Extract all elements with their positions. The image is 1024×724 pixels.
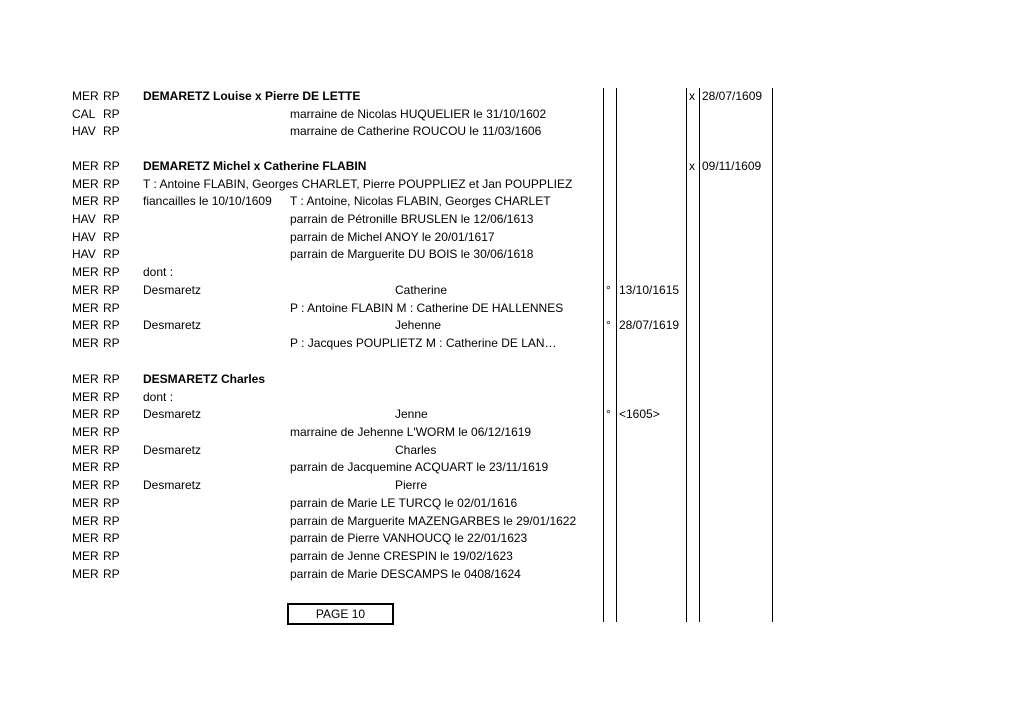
- parish-cell: MER: [72, 89, 99, 103]
- event-cell: parrain de Pierre VANHOUCQ le 22/01/1623: [290, 531, 528, 545]
- parish-cell: MER: [72, 159, 99, 173]
- parish-cell: MER: [72, 407, 99, 421]
- source-cell: RP: [103, 212, 120, 226]
- source-cell: RP: [103, 177, 120, 191]
- parish-cell: MER: [72, 372, 99, 386]
- record-row: [0, 282, 1024, 299]
- event-cell: parrain de Pétronille BRUSLEN le 12/06/1613: [290, 212, 534, 226]
- birth-mark-cell: °: [606, 318, 611, 332]
- record-row: [0, 246, 1024, 263]
- record-row: [0, 211, 1024, 228]
- parish-cell: MER: [72, 425, 99, 439]
- source-cell: RP: [103, 301, 120, 315]
- parish-cell: MER: [72, 177, 99, 191]
- record-row: [0, 513, 1024, 530]
- record-row: [0, 229, 1024, 246]
- page-number-box: [287, 603, 394, 625]
- record-row: [0, 317, 1024, 334]
- event-cell: parrain de Jenne CRESPIN le 19/02/1623: [290, 549, 513, 563]
- record-row: [0, 495, 1024, 512]
- birth-mark-cell: °: [606, 283, 611, 297]
- parish-cell: MER: [72, 496, 99, 510]
- event-cell: parrain de Michel ANOY le 20/01/1617: [290, 230, 495, 244]
- record-row: [0, 123, 1024, 140]
- source-cell: RP: [103, 425, 120, 439]
- parish-cell: MER: [72, 390, 99, 404]
- source-cell: RP: [103, 230, 120, 244]
- parish-cell: MER: [72, 265, 99, 279]
- parish-cell: MER: [72, 460, 99, 474]
- text-cell: Desmaretz: [143, 478, 202, 492]
- source-cell: RP: [103, 159, 120, 173]
- parish-cell: HAV: [72, 124, 96, 138]
- given-cell: Charles: [395, 443, 437, 457]
- source-cell: RP: [103, 460, 120, 474]
- event-cell: parrain de Marie DESCAMPS le 0408/1624: [290, 567, 521, 581]
- source-cell: RP: [103, 407, 120, 421]
- source-cell: RP: [103, 443, 120, 457]
- record-row: [0, 530, 1024, 547]
- event-cell: parrain de Marguerite MAZENGARBES le 29/01/1622: [290, 514, 577, 528]
- name-cell: DESMARETZ Charles: [143, 372, 266, 386]
- record-row: [0, 459, 1024, 476]
- marriage-mark-cell: x: [689, 159, 695, 173]
- record-row: [0, 300, 1024, 317]
- parish-cell: HAV: [72, 230, 96, 244]
- parish-cell: HAV: [72, 247, 96, 261]
- text-cell: Desmaretz: [143, 407, 202, 421]
- source-cell: RP: [103, 318, 120, 332]
- marriage-date-cell: 28/07/1609: [702, 89, 763, 103]
- record-row: [0, 371, 1024, 388]
- source-cell: RP: [103, 89, 120, 103]
- source-cell: RP: [103, 514, 120, 528]
- source-cell: RP: [103, 549, 120, 563]
- event-cell: P : Antoine FLABIN M : Catherine DE HALLENNES: [290, 301, 564, 315]
- name-cell: DEMARETZ Louise x Pierre DE LETTE: [143, 89, 361, 103]
- event-cell: marraine de Jehenne L'WORM le 06/12/1619: [290, 425, 532, 439]
- record-row: [0, 477, 1024, 494]
- record-row: [0, 335, 1024, 352]
- source-cell: RP: [103, 372, 120, 386]
- birth-date-cell: 28/07/1619: [619, 318, 680, 332]
- text-cell: Desmaretz: [143, 283, 202, 297]
- given-cell: Jenne: [395, 407, 428, 421]
- event-cell: parrain de Marie LE TURCQ le 02/01/1616: [290, 496, 518, 510]
- birth-mark-cell: °: [606, 407, 611, 421]
- record-row: [0, 158, 1024, 175]
- birth-date-cell: 13/10/1615: [619, 283, 680, 297]
- parish-cell: CAL: [72, 107, 96, 121]
- text-cell: Desmaretz: [143, 318, 202, 332]
- name-cell: DEMARETZ Michel x Catherine FLABIN: [143, 159, 367, 173]
- source-cell: RP: [103, 265, 120, 279]
- parish-cell: HAV: [72, 212, 96, 226]
- source-cell: RP: [103, 194, 120, 208]
- parish-cell: MER: [72, 478, 99, 492]
- source-cell: RP: [103, 531, 120, 545]
- parish-cell: MER: [72, 318, 99, 332]
- text-cell: fiancailles le 10/10/1609: [143, 194, 272, 208]
- source-cell: RP: [103, 247, 120, 261]
- text-cell: dont :: [143, 390, 174, 404]
- record-row: [0, 406, 1024, 423]
- source-cell: RP: [103, 283, 120, 297]
- record-row: [0, 548, 1024, 565]
- parish-cell: MER: [72, 567, 99, 581]
- event-cell: marraine de Nicolas HUQUELIER le 31/10/1602: [290, 107, 547, 121]
- record-row: [0, 424, 1024, 441]
- parish-cell: MER: [72, 514, 99, 528]
- event-cell: marraine de Catherine ROUCOU le 11/03/1606: [290, 124, 542, 138]
- source-cell: RP: [103, 336, 120, 350]
- parish-cell: MER: [72, 301, 99, 315]
- page-number: PAGE 10: [315, 607, 366, 621]
- record-row: [0, 88, 1024, 105]
- event-cell: parrain de Jacquemine ACQUART le 23/11/1619: [290, 460, 549, 474]
- text-cell: Desmaretz: [143, 443, 202, 457]
- event-cell: P : Jacques POUPLIETZ M : Catherine DE LAN…: [290, 336, 557, 350]
- source-cell: RP: [103, 496, 120, 510]
- given-cell: Catherine: [395, 283, 448, 297]
- record-row: [0, 566, 1024, 583]
- record-row: [0, 264, 1024, 281]
- parish-cell: MER: [72, 443, 99, 457]
- source-cell: RP: [103, 478, 120, 492]
- given-cell: Jehenne: [395, 318, 442, 332]
- record-row: [0, 389, 1024, 406]
- source-cell: RP: [103, 390, 120, 404]
- event-cell: parrain de Marguerite DU BOIS le 30/06/1618: [290, 247, 534, 261]
- birth-date-cell: <1605>: [619, 407, 660, 421]
- marriage-mark-cell: x: [689, 89, 695, 103]
- record-row: [0, 176, 1024, 193]
- source-cell: RP: [103, 567, 120, 581]
- source-cell: RP: [103, 124, 120, 138]
- record-row: [0, 442, 1024, 459]
- parish-cell: MER: [72, 336, 99, 350]
- parish-cell: MER: [72, 549, 99, 563]
- text-cell: T : Antoine FLABIN, Georges CHARLET, Pierre POUPPLIEZ et Jan POUPPLIEZ: [143, 177, 573, 191]
- text-cell: dont :: [143, 265, 174, 279]
- event-cell: T : Antoine, Nicolas FLABIN, Georges CHARLET: [290, 194, 551, 208]
- parish-cell: MER: [72, 531, 99, 545]
- marriage-date-cell: 09/11/1609: [702, 159, 762, 173]
- record-row: [0, 193, 1024, 210]
- source-cell: RP: [103, 107, 120, 121]
- parish-cell: MER: [72, 283, 99, 297]
- record-row: [0, 106, 1024, 123]
- given-cell: Pierre: [395, 478, 428, 492]
- parish-cell: MER: [72, 194, 99, 208]
